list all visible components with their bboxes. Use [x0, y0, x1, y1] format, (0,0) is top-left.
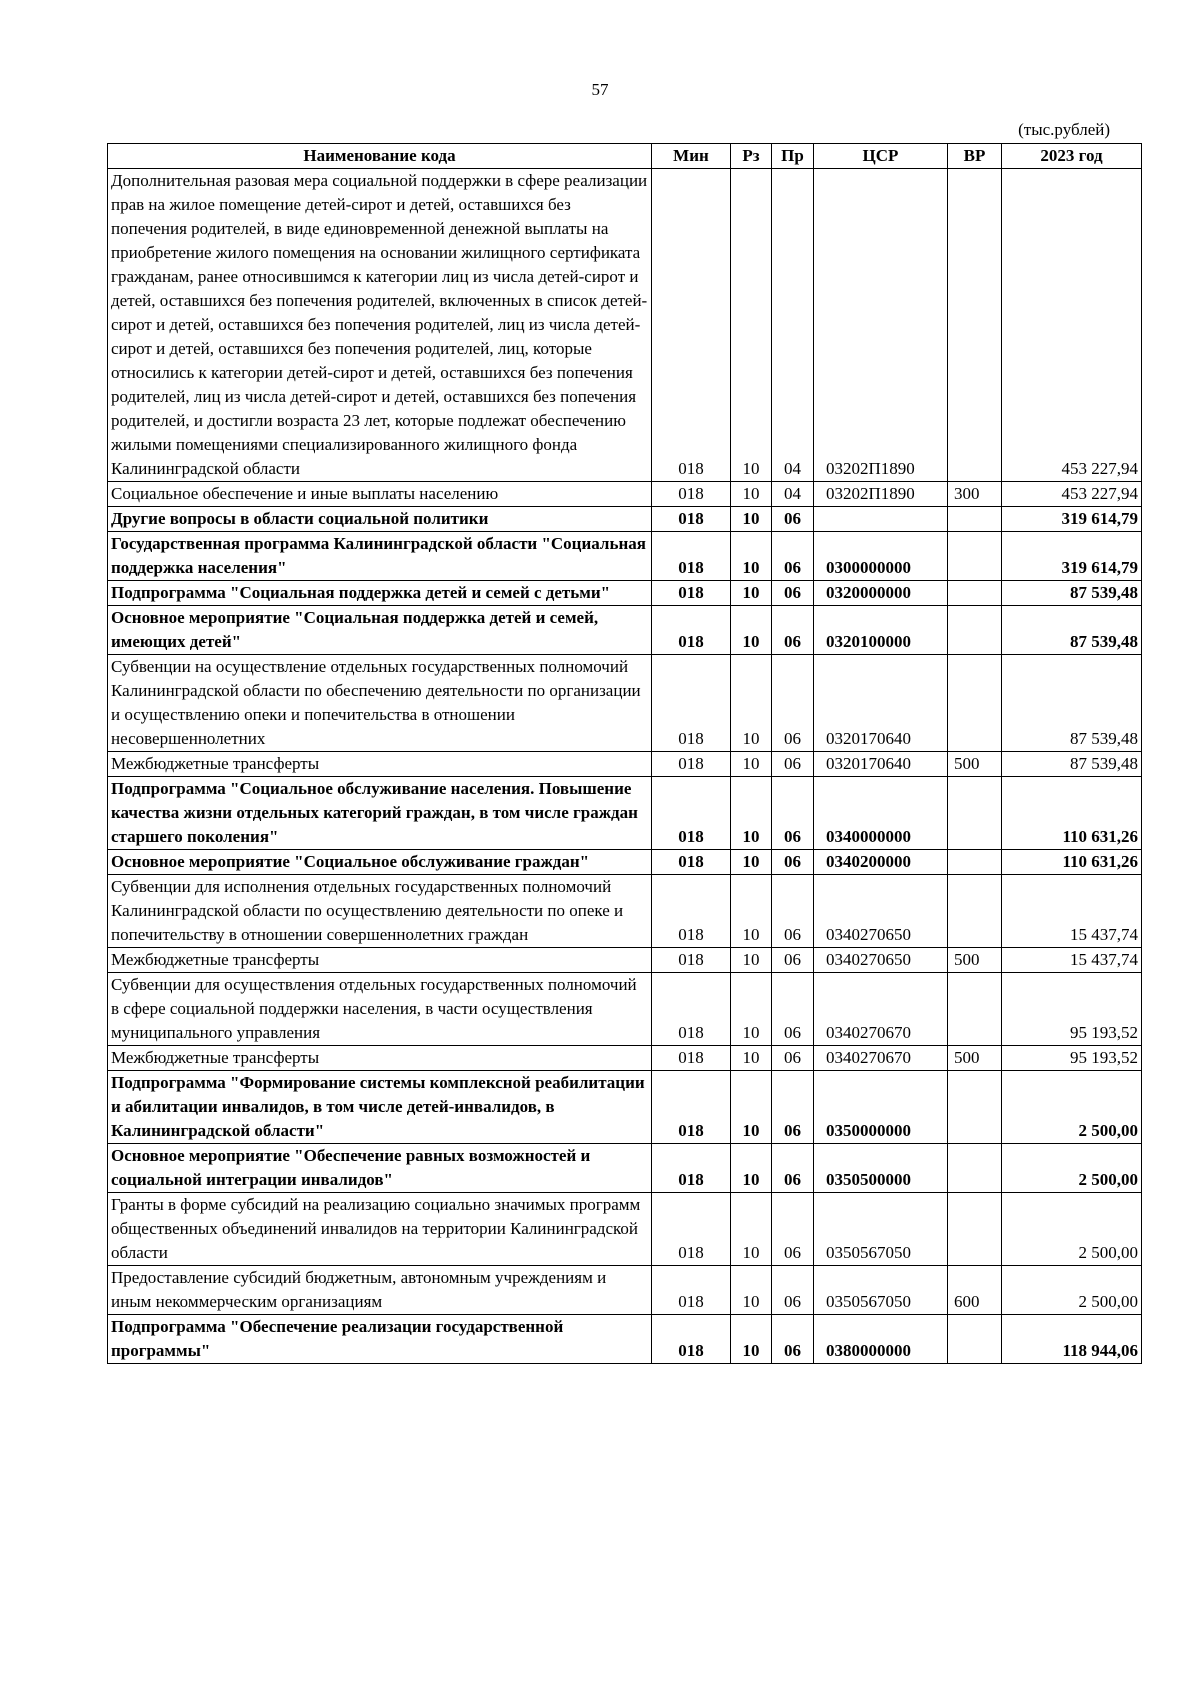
cell-vr — [948, 581, 1002, 606]
cell-min: 018 — [652, 1193, 731, 1266]
cell-pr: 06 — [772, 655, 814, 752]
cell-csr: 0320100000 — [814, 606, 948, 655]
cell-rz: 10 — [731, 482, 772, 507]
cell-min: 018 — [652, 532, 731, 581]
cell-pr: 06 — [772, 850, 814, 875]
cell-sum: 15 437,74 — [1002, 948, 1142, 973]
cell-sum: 453 227,94 — [1002, 482, 1142, 507]
cell-min: 018 — [652, 169, 731, 482]
cell-name: Подпрограмма "Обеспечение реализации государственной программы" — [108, 1315, 652, 1364]
cell-vr — [948, 655, 1002, 752]
cell-rz: 10 — [731, 581, 772, 606]
header-min: Мин — [652, 144, 731, 169]
cell-name: Подпрограмма "Социальная поддержка детей и семей с детьми" — [108, 581, 652, 606]
cell-sum: 87 539,48 — [1002, 752, 1142, 777]
cell-rz: 10 — [731, 1046, 772, 1071]
cell-sum: 319 614,79 — [1002, 532, 1142, 581]
table-row — [108, 1046, 1142, 1071]
cell-min: 018 — [652, 1315, 731, 1364]
cell-pr: 06 — [772, 1046, 814, 1071]
cell-name: Гранты в форме субсидий на реализацию социально значимых программ общественных объединений инвалидов на территории Калининградской области — [108, 1193, 652, 1266]
cell-csr: 0350567050 — [814, 1193, 948, 1266]
table-row — [108, 655, 1142, 752]
cell-sum: 2 500,00 — [1002, 1193, 1142, 1266]
cell-csr: 0340270670 — [814, 1046, 948, 1071]
cell-csr: 0350567050 — [814, 1266, 948, 1315]
cell-csr: 0300000000 — [814, 532, 948, 581]
cell-min: 018 — [652, 482, 731, 507]
cell-sum: 2 500,00 — [1002, 1071, 1142, 1144]
cell-vr: 500 — [948, 752, 1002, 777]
table-row — [108, 1144, 1142, 1193]
table-row — [108, 606, 1142, 655]
cell-min: 018 — [652, 1266, 731, 1315]
cell-vr — [948, 169, 1002, 482]
cell-rz: 10 — [731, 1266, 772, 1315]
cell-csr — [814, 507, 948, 532]
table-row — [108, 1315, 1142, 1364]
cell-csr: 03202П1890 — [814, 169, 948, 482]
cell-csr: 0340270670 — [814, 973, 948, 1046]
header-pr: Пр — [772, 144, 814, 169]
cell-csr: 0340270650 — [814, 948, 948, 973]
cell-name: Межбюджетные трансферты — [108, 948, 652, 973]
cell-name: Государственная программа Калининградской области "Социальная поддержка населения" — [108, 532, 652, 581]
cell-sum: 87 539,48 — [1002, 606, 1142, 655]
cell-vr — [948, 1315, 1002, 1364]
cell-name: Субвенции для осуществления отдельных государственных полномочий в сфере социальной поддержки населения, в части осуществления муниципального управления — [108, 973, 652, 1046]
table-row — [108, 482, 1142, 507]
cell-min: 018 — [652, 606, 731, 655]
header-rz: Рз — [731, 144, 772, 169]
cell-name: Подпрограмма "Формирование системы комплексной реабилитации и абилитации инвалидов, в том числе детей-инвалидов, в Калининградской области" — [108, 1071, 652, 1144]
cell-vr — [948, 850, 1002, 875]
cell-min: 018 — [652, 752, 731, 777]
cell-rz: 10 — [731, 1315, 772, 1364]
cell-vr — [948, 1144, 1002, 1193]
cell-vr — [948, 1193, 1002, 1266]
cell-min: 018 — [652, 1071, 731, 1144]
cell-name: Предоставление субсидий бюджетным, автономным учреждениям и иным некоммерческим организациям — [108, 1266, 652, 1315]
cell-min: 018 — [652, 581, 731, 606]
cell-pr: 04 — [772, 482, 814, 507]
cell-min: 018 — [652, 850, 731, 875]
cell-sum: 453 227,94 — [1002, 169, 1142, 482]
cell-csr: 0350500000 — [814, 1144, 948, 1193]
cell-pr: 06 — [772, 948, 814, 973]
cell-vr — [948, 875, 1002, 948]
header-csr: ЦСР — [814, 144, 948, 169]
cell-csr: 0340200000 — [814, 850, 948, 875]
cell-csr: 0350000000 — [814, 1071, 948, 1144]
table-row — [108, 1193, 1142, 1266]
cell-min: 018 — [652, 1144, 731, 1193]
cell-name: Субвенции на осуществление отдельных государственных полномочий Калининградской области по обеспечению деятельности по организации и осуществлению опеки и попечительства в отношении несовершеннолетних — [108, 655, 652, 752]
cell-vr — [948, 777, 1002, 850]
cell-sum: 95 193,52 — [1002, 973, 1142, 1046]
cell-csr: 0380000000 — [814, 1315, 948, 1364]
cell-name: Другие вопросы в области социальной политики — [108, 507, 652, 532]
cell-sum: 2 500,00 — [1002, 1266, 1142, 1315]
cell-vr — [948, 1071, 1002, 1144]
cell-csr: 03202П1890 — [814, 482, 948, 507]
cell-name: Межбюджетные трансферты — [108, 1046, 652, 1071]
cell-name: Субвенции для исполнения отдельных государственных полномочий Калининградской области по осуществлению деятельности по опеке и попечительству в отношении совершеннолетних граждан — [108, 875, 652, 948]
table-row — [108, 875, 1142, 948]
header-name: Наименование кода — [108, 144, 652, 169]
cell-rz: 10 — [731, 507, 772, 532]
header-vr: ВР — [948, 144, 1002, 169]
cell-name: Дополнительная разовая мера социальной поддержки в сфере реализации прав на жилое помещение детей-сирот и детей, оставшихся без попечения родителей, в виде единовременной денежной выплаты на приобретение жилого помещения на основании жилищного сертификата гражданам, ранее относившимся к категории лиц из числа детей-сирот и детей, оставшихся без попечения родителей, включенных в список детей-сирот и детей, оставшихся без попечения родителей, лиц из числа детей-сирот и детей, оставшихся без попечения родителей, лиц, которые относились к категории детей-сирот и детей, оставшихся без попечения родителей, лиц из числа детей-сирот и детей, оставшихся без попечения родителей, и достигли возраста 23 лет, которые подлежат обеспечению жилыми помещениями специализированного жилищного фонда Калининградской области — [108, 169, 652, 482]
table-row — [108, 532, 1142, 581]
cell-vr: 500 — [948, 948, 1002, 973]
cell-min: 018 — [652, 948, 731, 973]
cell-name: Основное мероприятие "Обеспечение равных возможностей и социальной интеграции инвалидов" — [108, 1144, 652, 1193]
cell-name: Основное мероприятие "Социальная поддержка детей и семей, имеющих детей" — [108, 606, 652, 655]
cell-pr: 06 — [772, 1315, 814, 1364]
cell-min: 018 — [652, 973, 731, 1046]
cell-min: 018 — [652, 655, 731, 752]
cell-sum: 95 193,52 — [1002, 1046, 1142, 1071]
cell-sum: 110 631,26 — [1002, 777, 1142, 850]
cell-pr: 06 — [772, 532, 814, 581]
cell-sum: 110 631,26 — [1002, 850, 1142, 875]
table-row — [108, 948, 1142, 973]
cell-name: Социальное обеспечение и иные выплаты населению — [108, 482, 652, 507]
cell-name: Основное мероприятие "Социальное обслуживание граждан" — [108, 850, 652, 875]
cell-pr: 06 — [772, 606, 814, 655]
cell-pr: 06 — [772, 507, 814, 532]
cell-csr: 0340270650 — [814, 875, 948, 948]
cell-pr: 06 — [772, 1144, 814, 1193]
cell-sum: 2 500,00 — [1002, 1144, 1142, 1193]
cell-rz: 10 — [731, 777, 772, 850]
cell-pr: 06 — [772, 752, 814, 777]
cell-sum: 15 437,74 — [1002, 875, 1142, 948]
cell-csr: 0320170640 — [814, 655, 948, 752]
cell-sum: 87 539,48 — [1002, 655, 1142, 752]
table-row — [108, 752, 1142, 777]
table-row — [108, 507, 1142, 532]
cell-csr: 0320000000 — [814, 581, 948, 606]
cell-pr: 06 — [772, 1071, 814, 1144]
cell-pr: 06 — [772, 1266, 814, 1315]
table-row — [108, 850, 1142, 875]
cell-rz: 10 — [731, 1193, 772, 1266]
cell-sum: 319 614,79 — [1002, 507, 1142, 532]
cell-vr — [948, 532, 1002, 581]
cell-name: Подпрограмма "Социальное обслуживание населения. Повышение качества жизни отдельных категорий граждан, в том числе граждан старшего поколения" — [108, 777, 652, 850]
cell-sum: 87 539,48 — [1002, 581, 1142, 606]
table-row — [108, 973, 1142, 1046]
cell-csr: 0340000000 — [814, 777, 948, 850]
cell-vr — [948, 973, 1002, 1046]
cell-pr: 04 — [772, 169, 814, 482]
table-row — [108, 1266, 1142, 1315]
cell-vr — [948, 507, 1002, 532]
table-row — [108, 581, 1142, 606]
table-row — [108, 1071, 1142, 1144]
cell-min: 018 — [652, 777, 731, 850]
cell-min: 018 — [652, 875, 731, 948]
cell-rz: 10 — [731, 1144, 772, 1193]
cell-rz: 10 — [731, 752, 772, 777]
cell-name: Межбюджетные трансферты — [108, 752, 652, 777]
cell-min: 018 — [652, 1046, 731, 1071]
cell-rz: 10 — [731, 973, 772, 1046]
table-header-row — [108, 144, 1142, 169]
budget-table — [107, 143, 1142, 1364]
cell-vr — [948, 606, 1002, 655]
page-number: 57 — [591, 80, 609, 99]
cell-pr: 06 — [772, 875, 814, 948]
cell-rz: 10 — [731, 169, 772, 482]
cell-rz: 10 — [731, 1071, 772, 1144]
cell-rz: 10 — [731, 655, 772, 752]
cell-rz: 10 — [731, 532, 772, 581]
cell-min: 018 — [652, 507, 731, 532]
cell-pr: 06 — [772, 973, 814, 1046]
table-body — [108, 169, 1142, 1364]
cell-pr: 06 — [772, 1193, 814, 1266]
cell-rz: 10 — [731, 606, 772, 655]
cell-pr: 06 — [772, 581, 814, 606]
cell-vr: 300 — [948, 482, 1002, 507]
table-row — [108, 777, 1142, 850]
cell-pr: 06 — [772, 777, 814, 850]
cell-rz: 10 — [731, 850, 772, 875]
header-sum: 2023 год — [1002, 144, 1142, 169]
units-label: (тыс.рублей) — [1018, 120, 1110, 139]
cell-rz: 10 — [731, 948, 772, 973]
cell-sum: 118 944,06 — [1002, 1315, 1142, 1364]
cell-rz: 10 — [731, 875, 772, 948]
table-row — [108, 169, 1142, 482]
cell-vr: 600 — [948, 1266, 1002, 1315]
cell-csr: 0320170640 — [814, 752, 948, 777]
cell-vr: 500 — [948, 1046, 1002, 1071]
